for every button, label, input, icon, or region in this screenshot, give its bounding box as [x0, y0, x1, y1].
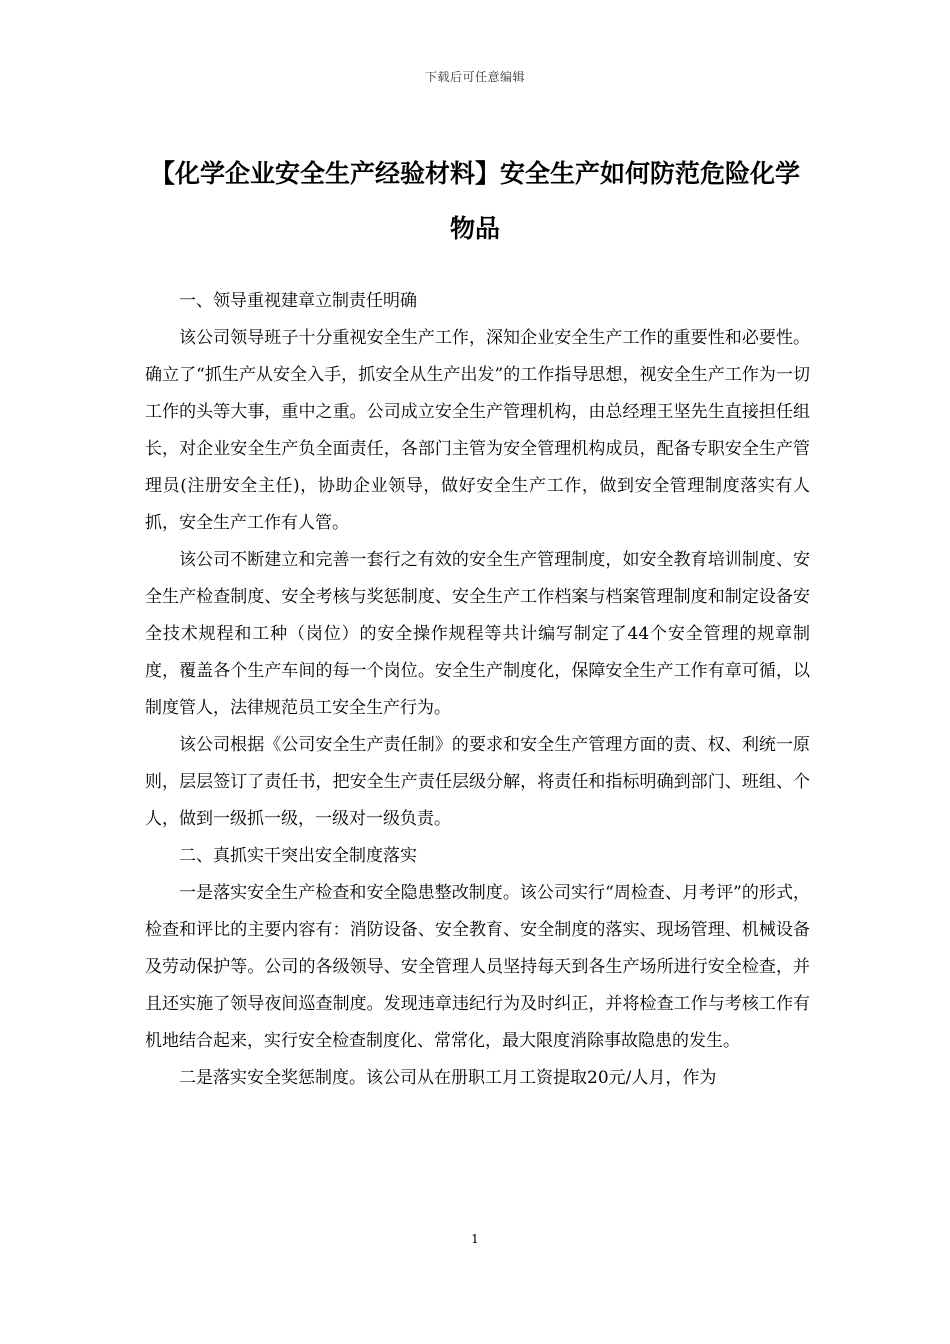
document-title: 【化学企业安全生产经验材料】安全生产如何防范危险化学物品 [149, 159, 800, 243]
section-heading: 二、真抓实干突出安全制度落实 [179, 846, 417, 866]
paragraph: 该公司不断建立和完善一套行之有效的安全生产管理制度，如安全教育培训制度、安全生产检查制度、安全考核与奖惩制度、安全生产工作档案与档案管理制度和制定设备安全技术规程和工种（岗位）的安全操作规程等共计编写制定了44个安全管理的规章制度，覆盖各个生产车间的每一个岗位。安全生产制度化，保障安全生产工作有章可循，以制度管人，法律规范员工安全生产行为。 [145, 550, 810, 718]
paragraph: 该公司根据《公司安全生产责任制》的要求和安全生产管理方面的责、权、利统一原则，层层签订了责任书，把安全生产责任层级分解，将责任和指标明确到部门、班组、个人，做到一级抓一级，一级对一级负责。 [145, 735, 810, 829]
section-heading: 一、领导重视建章立制责任明确 [179, 291, 417, 311]
page-number: 1 [471, 1232, 479, 1246]
document-body [145, 283, 810, 1097]
paragraph: 二是落实安全奖惩制度。该公司从在册职工月工资提取20元/人月，作为 [179, 1068, 717, 1088]
paragraph: 一是落实安全生产检查和安全隐患整改制度。该公司实行“周检查、月考评”的形式，检查和评比的主要内容有：消防设备、安全教育、安全制度的落实、现场管理、机械设备及劳动保护等。公司的各级领导、安全管理人员坚持每天到各生产场所进行安全检查，并且还实施了领导夜间巡查制度。发现违章违纪行为及时纠正，并将检查工作与考核工作有机地结合起来，实行安全检查制度化、常常化，最大限度消除事故隐患的发生。 [145, 883, 810, 1051]
page-header: 下载后可任意编辑 [424, 70, 525, 84]
paragraph: 该公司领导班子十分重视安全生产工作，深知企业安全生产工作的重要性和必要性。确立了“抓生产从安全入手，抓安全从生产出发”的工作指导思想，视安全生产工作为一切工作的头等大事，重中之重。公司成立安全生产管理机构，由总经理王坚先生直接担任组长，对企业安全生产负全面责任，各部门主管为安全管理机构成员，配备专职安全生产管理员(注册安全主任)，协助企业领导，做好安全生产工作，做到安全管理制度落实有人抓，安全生产工作有人管。 [145, 328, 810, 533]
